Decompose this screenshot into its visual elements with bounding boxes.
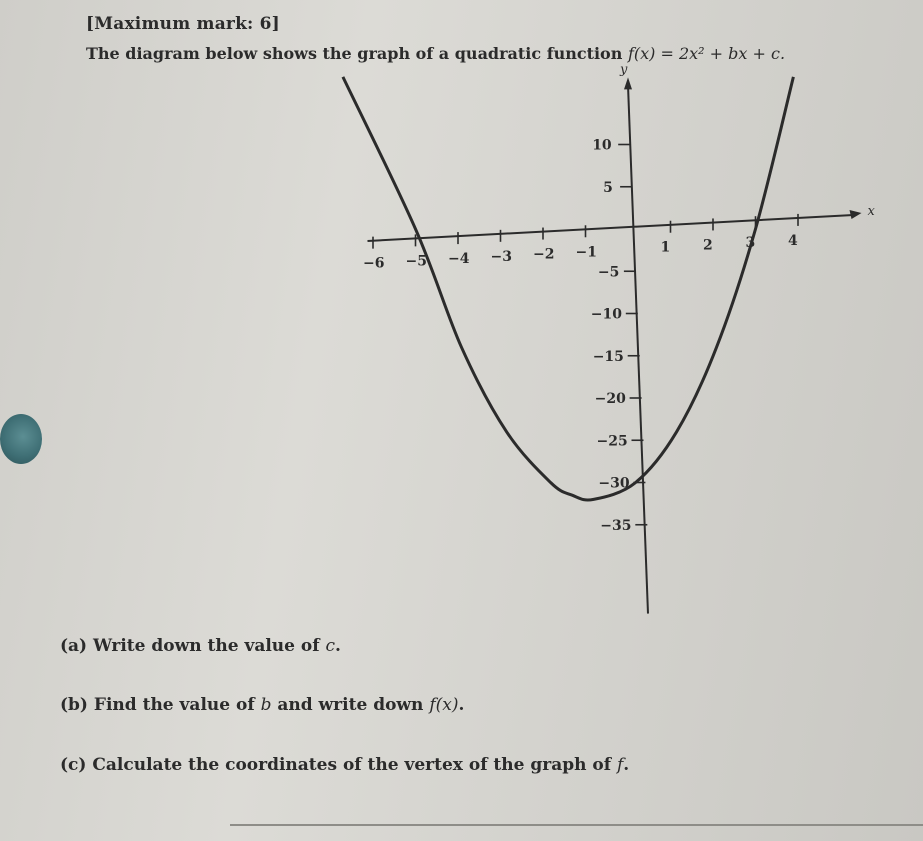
x-tick-label: 4 — [788, 232, 798, 249]
question-c-text: Calculate the coordinates of the vertex of the graph of — [92, 755, 617, 775]
question-b-mid: and write down — [271, 695, 430, 715]
x-tick-label: −2 — [533, 246, 555, 263]
y-tick-label: −35 — [600, 517, 632, 534]
question-b-end: . — [458, 695, 465, 715]
question-c — [60, 755, 629, 775]
graph-tick-labels — [363, 62, 876, 533]
question-c-var: f — [616, 755, 624, 775]
x-tick-label: −6 — [363, 255, 385, 272]
question-a-var: c — [325, 636, 335, 656]
y-axis-name: y — [620, 62, 628, 78]
page-rule — [230, 824, 923, 826]
y-tick-label: −10 — [590, 306, 623, 323]
function-definition: f(x) = 2x² + bx + c. — [627, 44, 786, 63]
question-b-text: Find the value of — [93, 695, 261, 715]
question-a-text: Write down the value of — [93, 636, 326, 656]
x-axis-name: x — [867, 204, 875, 219]
parabola-curve — [343, 77, 794, 500]
x-tick-label: −3 — [490, 248, 512, 265]
x-tick-label: 2 — [703, 237, 713, 254]
question-b-var2: f(x) — [429, 695, 459, 715]
y-tick-label: −15 — [592, 348, 624, 365]
intro-text: The diagram below shows the graph of a quadratic function — [86, 44, 628, 63]
x-axis-line — [368, 215, 854, 241]
x-tick-label: −4 — [448, 251, 470, 268]
y-axis-line — [628, 85, 648, 613]
question-b-label: (b) — [60, 695, 88, 715]
question-a-end: . — [335, 636, 341, 656]
x-tick-label: −1 — [575, 244, 597, 261]
y-tick-label: −25 — [596, 433, 628, 450]
x-axis-arrow — [850, 210, 862, 219]
y-axis-arrow — [624, 77, 632, 89]
question-b — [60, 695, 464, 715]
y-tick-label: −30 — [598, 475, 630, 492]
max-mark-header: [Maximum mark: 6] — [86, 14, 280, 34]
question-a — [60, 636, 341, 656]
y-tick-label: 5 — [603, 179, 613, 196]
x-tick-label: 1 — [660, 239, 671, 256]
question-c-label: (c) — [60, 755, 87, 775]
x-tick-label: −5 — [405, 253, 427, 270]
y-tick-label: −5 — [597, 264, 620, 281]
y-tick-label: −20 — [594, 391, 626, 407]
graph-ticks — [373, 145, 798, 525]
question-a-label: (a) — [60, 636, 88, 656]
y-tick-label: 10 — [592, 137, 612, 154]
x-tick-label: 3 — [745, 235, 756, 252]
question-c-end: . — [623, 755, 630, 775]
question-b-var: b — [260, 695, 272, 715]
